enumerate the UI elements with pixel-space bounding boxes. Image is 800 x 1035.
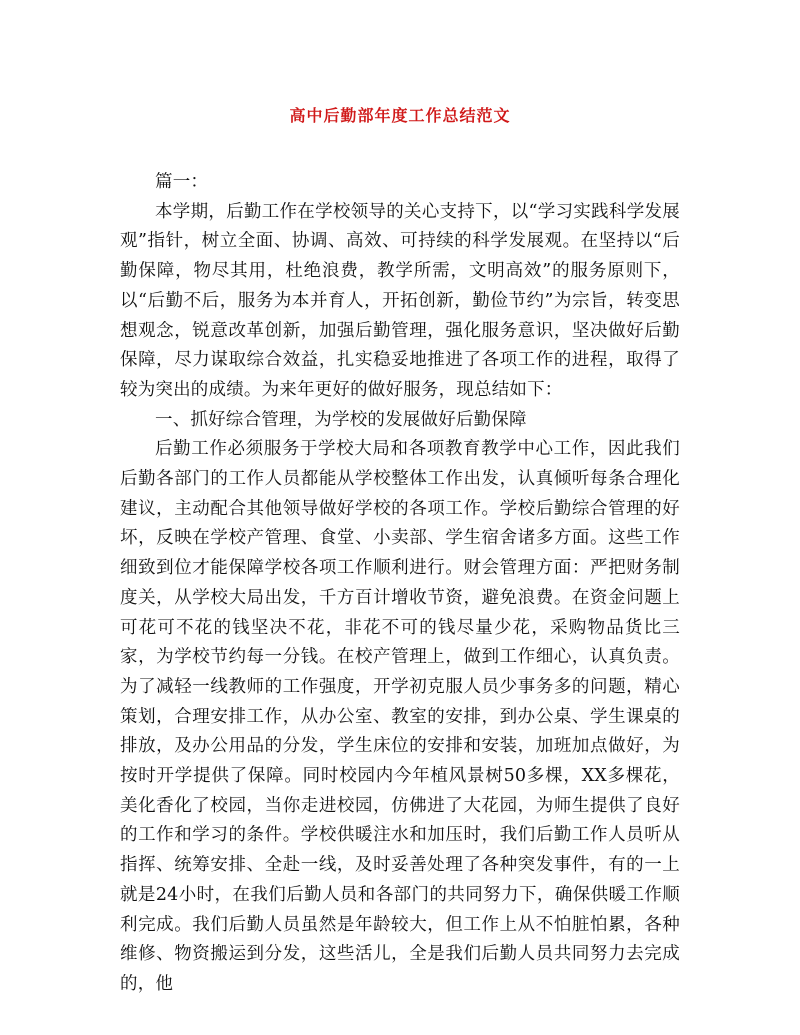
- body-paragraph-1: 后勤工作必须服务于学校大局和各项教育教学中心工作，因此我们后勤各部门的工作人员都能从学校整体工作出发，认真倾听每条合理化建议，主动配合其他领导做好学校的各项工作。学校后勤综合管理的好坏，反映在学校产管理、食堂、小卖部、学生宿舍诸多方面。这些工作细致到位才能保障学校各项工作顺利进行。财会管理方面：严把财务制度关，从学校大局出发，千方百计增收节资，避免浪费。在资金问题上可花可不花的钱坚决不花，非花不可的钱尽量少花，采购物品货比三家，为学校节约每一分钱。在校产管理上，做到工作细心，认真负责。为了减轻一线教师的工作强度，开学初克服人员少事务多的问题，精心策划，合理安排工作，从办公室、教室的安排，到办公桌、学生课桌的排放，及办公用品的分发，学生床位的安排和安装，加班加点做好，为按时开学提供了保障。同时校园内今年植风景树50多棵，XX多棵花，美化香化了校园，当你走进校园，仿佛进了大花园，为师生提供了良好的工作和学习的条件。学校供暖注水和加压时，我们后勤工作人员听从指挥、统筹安排、全赴一线，及时妥善处理了各种突发事件，有的一上就是24小时，在我们后勤人员和各部门的共同努力下，确保供暖工作顺利完成。我们后勤人员虽然是年龄较大，但工作上从不怕脏怕累，各种维修、物资搬运到分发，这些活儿，全是我们后勤人员共同努力去完成的，他: [120, 439, 680, 994]
- section-label: 篇一：: [155, 172, 209, 192]
- intro-paragraph: 本学期，后勤工作在学校领导的关心支持下，以“学习实践科学发展观”指针，树立全面、协调、高效、可持续的科学发展观。在坚持以“后勤保障，物尽其用，杜绝浪费，教学所需，文明高效”的服务原则下，以“后勤不后，服务为本并育人，开拓创新，勤俭节约”为宗旨，转变思想观念，锐意改革创新，加强后勤管理，强化服务意识，坚决做好后勤保障，尽力谋取综合效益，扎实稳妥地推进了各项工作的进程，取得了较为突出的成绩。为来年更好的做好服务，现总结如下：: [120, 201, 680, 400]
- document-title: 高中后勤部年度工作总结范文: [289, 106, 511, 125]
- document-body: [120, 168, 680, 1000]
- section-heading-1: 一、抓好综合管理，为学校的发展做好后勤保障: [155, 409, 527, 430]
